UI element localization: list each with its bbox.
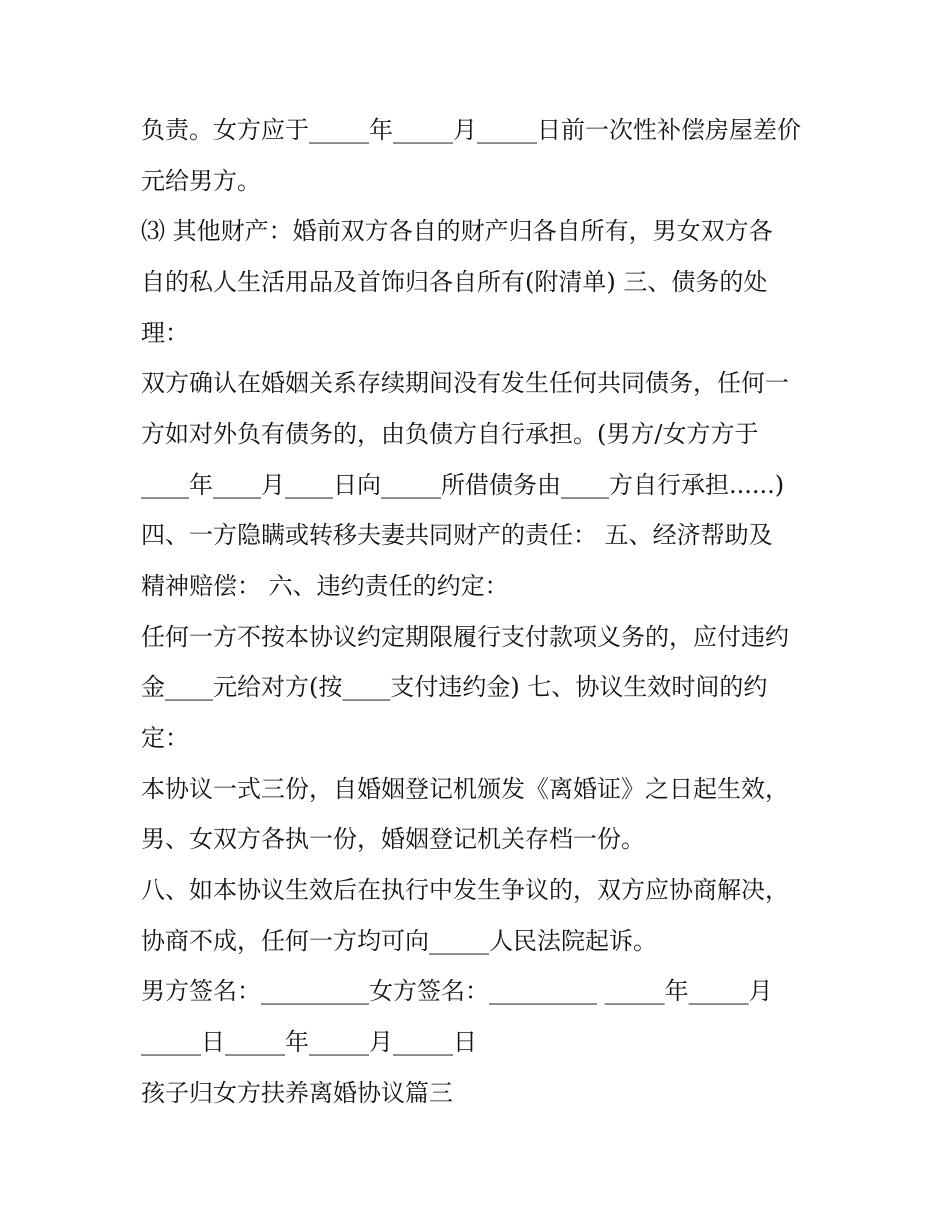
text-line-2: 元给男方。 [141, 167, 261, 195]
text-line-14: 本协议一式三份，自婚姻登记机颁发《离婚证》之日起生效， [141, 775, 789, 803]
text-line-7: 方如对外负有债务的，由负债方自行承担。(男方/女方方于 [141, 420, 759, 448]
text-line-12: 金____元给对方(按____支付违约金) 七、协议生效时间的约 [141, 673, 768, 701]
text-line-16: 八、如本协议生效后在执行中发生争议的，双方应协商解决， [141, 876, 789, 904]
signature-line: 男方签名：_________女方签名：_________ _____年_____月 [141, 977, 773, 1005]
text-line-6: 双方确认在婚姻关系存续期间没有发生任何共同债务，任何一 [141, 369, 789, 397]
text-line-5: 理： [141, 319, 189, 347]
section-heading: 孩子归女方扶养离婚协议篇三 [141, 1079, 453, 1107]
text-line-8: ____年____月____日向_____所借债务由____方自行承担......) [141, 471, 785, 499]
text-line-4: 自的私人生活用品及首饰归各自所有(附清单) 三、债务的处 [141, 268, 768, 296]
text-line-9: 四、一方隐瞒或转移夫妻共同财产的责任： 五、经济帮助及 [141, 521, 773, 549]
text-line-17: 协商不成，任何一方均可向_____人民法院起诉。 [141, 927, 657, 955]
text-line-15: 男、女双方各执一份，婚姻登记机关存档一份。 [141, 825, 645, 853]
text-line-11: 任何一方不按本协议约定期限履行支付款项义务的，应付违约 [141, 623, 789, 651]
text-line-10: 精神赔偿： 六、违约责任的约定： [141, 572, 509, 600]
text-line-1: 负责。女方应于_____年_____月_____日前一次性补偿房屋差价 [141, 116, 801, 144]
text-line-3: ⑶ 其他财产：婚前双方各自的财产归各自所有，男女双方各 [141, 217, 773, 245]
text-line-13: 定： [141, 724, 189, 752]
date-line: _____日_____年_____月_____日 [141, 1028, 477, 1056]
